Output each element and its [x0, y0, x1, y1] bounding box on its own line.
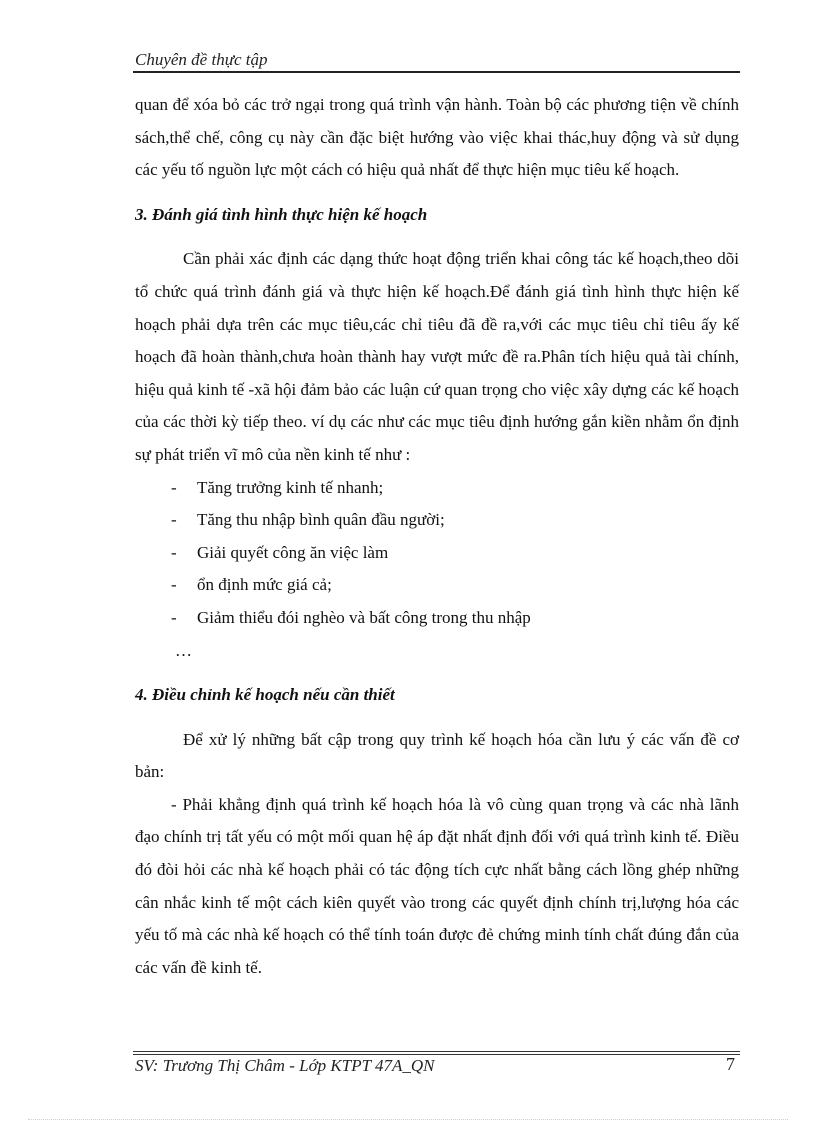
list-item [135, 504, 739, 537]
list-item [135, 569, 739, 602]
bullet-marker: - [171, 607, 177, 627]
section-4-paragraph-2: - Phải khẳng định quá trình kế hoạch hóa là vô cùng quan trọng và các nhà lãnh đạo chính trị tất yếu có một mối quan hệ áp đặt nhất định đối với quá trình kinh tế. Điều đó đòi hỏi các nhà kế hoạch phải có tác động tích cực nhất bằng cách lồng ghép những cân nhắc kinh tế một cách kiên quyết vào trong các quyết định chính trị,lượng hóa các yếu tố mà các nhà kế hoạch có thể tính toán được đẻ chứng minh tính chất đúng đắn của các vấn đề kinh tế. [135, 794, 739, 977]
bullet-marker: - [171, 575, 177, 595]
section-4-heading: 4. Điều chỉnh kế hoạch nếu cần thiết [135, 685, 395, 705]
list-item-text: Tăng thu nhập bình quân đầu người; [197, 510, 445, 530]
header-rule [133, 71, 740, 73]
bullet-marker: - [171, 542, 177, 562]
page-edge-divider [28, 1119, 788, 1120]
list-item [135, 537, 739, 570]
section-4-paragraph-1: Để xử lý những bất cập trong quy trình kế hoạch hóa cần lưu ý các vấn đề cơ bản: [135, 729, 739, 782]
document-body [135, 89, 739, 984]
bullet-marker: - [171, 510, 177, 530]
footer-rule [133, 1051, 740, 1055]
list-item-text: Giải quyết công ăn việc làm [197, 542, 389, 562]
intro-paragraph: quan để xóa bỏ các trở ngại trong quá trình vận hành. Toàn bộ các phương tiện về chính sách,thể chế, công cụ này cần đặc biệt hướng vào việc khai thác,huy động và sử dụng các yếu tố nguồn lực một cách có hiệu quả nhất để thực hiện mục tiêu kế hoạch. [135, 95, 739, 180]
section-3-heading: 3. Đánh giá tình hình thực hiện kế hoạch [135, 204, 428, 224]
goals-list [135, 472, 739, 635]
page-number: 7 [726, 1054, 735, 1074]
list-item [135, 602, 739, 635]
bullet-marker: - [171, 477, 177, 497]
section-3-paragraph: Cần phải xác định các dạng thức hoạt động triển khai công tác kế hoạch,theo dõi tổ chức quá trình đánh giá và thực hiện kế hoạch.Để đánh giá tình hình thực hiện kế hoạch phải dựa trên các mục tiêu,các chỉ tiêu đã đề ra,với các mục tiêu chỉ tiêu ấy kế hoạch đã hoàn thành,chưa hoàn thành hay vượt mức đề ra.Phân tích hiệu quả tài chính, hiệu quả kinh tế -xã hội đảm bảo các luận cứ quan trọng cho việc xây dựng các kế hoạch của các thời kỳ tiếp theo. ví dụ các như các mục tiêu định hướng gắn kiền nhằm ổn định sự phát triển vĩ mô của nền kinh tế như : [135, 249, 739, 464]
list-item-text: ổn định mức giá cả; [197, 575, 332, 595]
list-item-text: Giảm thiểu đói nghèo và bất công trong thu nhập [197, 607, 531, 627]
list-item [135, 472, 739, 505]
list-item-text: Tăng trưởng kinh tế nhanh; [197, 477, 384, 497]
header-title: Chuyên đề thực tập [135, 50, 268, 69]
footer-author: SV: Trương Thị Châm - Lớp KTPT 47A_QN [135, 1056, 435, 1075]
list-ellipsis: … [175, 640, 192, 660]
